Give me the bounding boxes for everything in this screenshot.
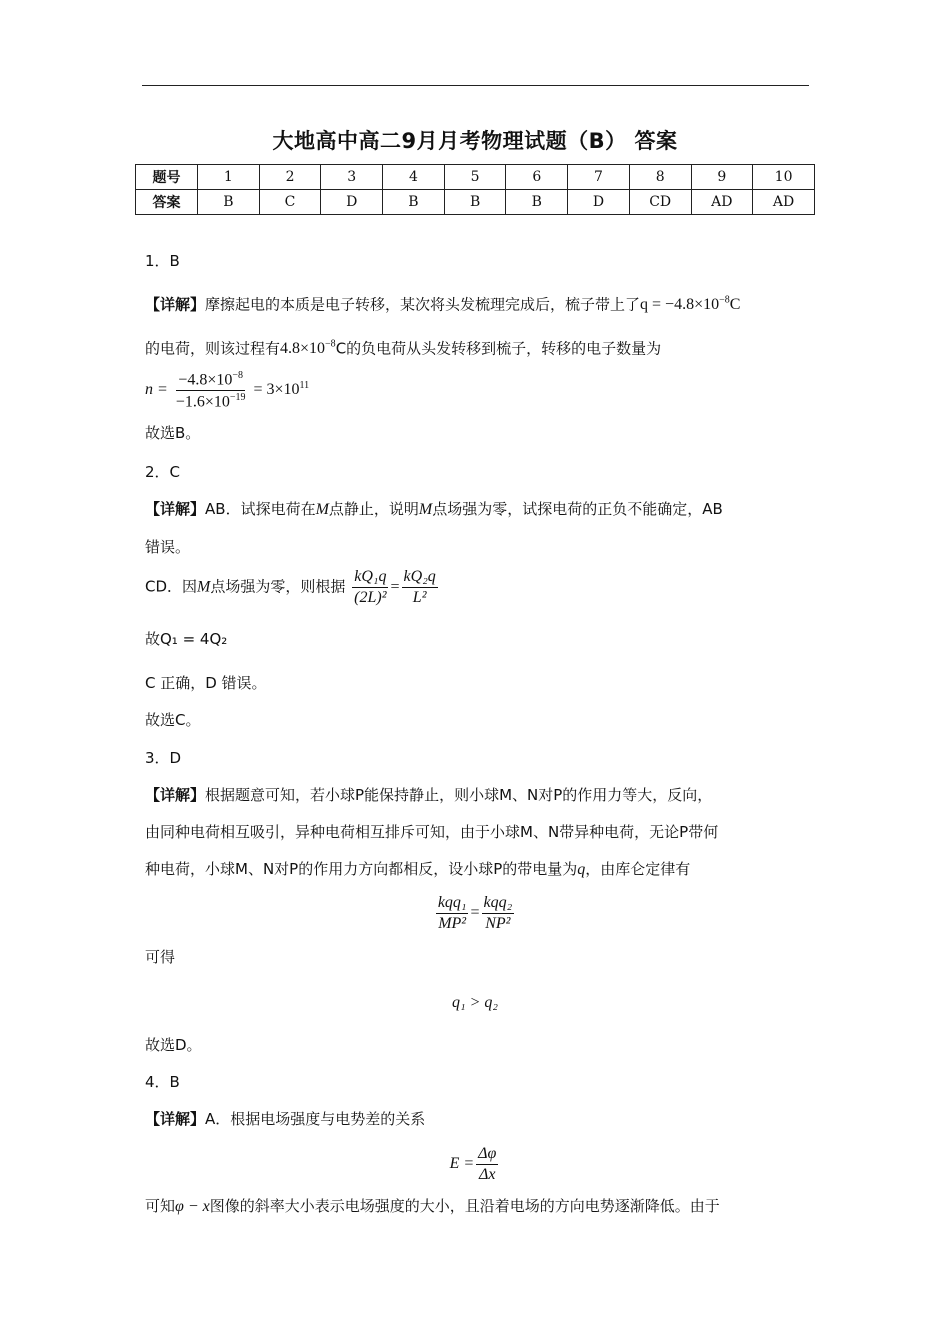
question-number: 3 bbox=[321, 165, 383, 190]
q2-conclusion: 故选C。 bbox=[145, 711, 201, 729]
question-number: 5 bbox=[444, 165, 506, 190]
q1-charge-value: $q = -4.8\times 10^{-8}C$ bbox=[640, 295, 741, 314]
q3-detail-line1: 【详解】根据题意可知，若小球P能保持静止，则小球M、N对P的作用力等大，反向， bbox=[145, 786, 713, 804]
q1-detail-line2: 的电荷，则该过程有$4.8\times 10^{-8}C$的负电荷从头发转移到梳子，转移的电子数量为 bbox=[145, 339, 662, 358]
fraction: $\frac{\text{kQ₁q}}{\text{(2L)²}}$ bbox=[354, 568, 387, 606]
header-rule bbox=[142, 85, 809, 86]
question-number: 4 bbox=[383, 165, 445, 190]
answer-cell: D bbox=[321, 190, 383, 215]
fraction: $\frac{\text{kQ₂q}}{\text{L²}}$ bbox=[403, 568, 436, 606]
answer-cell: B bbox=[444, 190, 506, 215]
q2-header: 2．C bbox=[145, 463, 181, 481]
q3-coulomb-equation: $\frac{\text{kqq₁}}{\text{MP²}}$ = $\frac{\text{kqq₂}}{\text{NP²}}$ bbox=[437, 894, 513, 932]
detail-tag: 【详解】 bbox=[145, 786, 206, 804]
q1-header: 1．B bbox=[145, 252, 180, 270]
q3-detail-line2: 由同种电荷相互吸引，异种电荷相互排斥可知，由于小球M、N带异种电荷，无论P带何 bbox=[145, 823, 719, 841]
q2-detail-line3: CD．因M点场强为零，则根据 $\frac{\text{kQ₁q}}{\text{(2L)²}}$ = $\frac{\text{kQ₂q}}{\text{L²}}$ bbox=[145, 568, 436, 606]
answer-cell: CD bbox=[629, 190, 691, 215]
answer-table-answer-row bbox=[136, 190, 815, 215]
q3-header: 3．D bbox=[145, 749, 182, 767]
q4-header: 4．B bbox=[145, 1073, 180, 1091]
fraction: $\frac{\text{kqq₁}}{\text{MP²}}$ bbox=[437, 894, 467, 932]
q2-detail-line2: 错误。 bbox=[145, 538, 191, 556]
q2-detail-line4: 故Q₁ = 4Q₂ bbox=[145, 630, 228, 648]
q4-detail-line1: 【详解】A．根据电场强度与电势差的关系 bbox=[145, 1110, 426, 1128]
q1-detail-line1 bbox=[145, 296, 740, 313]
question-number: 2 bbox=[259, 165, 321, 190]
row-label-answer: 答案 bbox=[136, 190, 198, 215]
q3-result-equation: q₁ > q₂ bbox=[452, 994, 498, 1011]
q3-detail-line4: 可得 bbox=[145, 948, 176, 966]
question-number: 1 bbox=[198, 165, 260, 190]
answer-cell: B bbox=[383, 190, 445, 215]
q3-conclusion: 故选D。 bbox=[145, 1036, 202, 1054]
q1-conclusion: 故选B。 bbox=[145, 424, 201, 442]
page-title: 大地高中高二9月月考物理试题（B） 答案 bbox=[272, 129, 678, 153]
answer-cell: AD bbox=[691, 190, 753, 215]
q1-detail-text: 摩擦起电的本质是电子转移，某次将头发梳理完成后，梳子带上了 bbox=[205, 295, 641, 314]
q1-electron-count-equation: n = $\frac{-4.8\times 10^{-8}}{-1.6\times 10^{-19}}$ = $3\times 10^{11}$ bbox=[145, 370, 310, 411]
fraction: $\frac{\text{kqq₂}}{\text{NP²}}$ bbox=[483, 894, 513, 932]
answer-table-number-row bbox=[136, 165, 815, 190]
question-number: 8 bbox=[629, 165, 691, 190]
row-label-number: 题号 bbox=[136, 165, 198, 190]
answer-cell: B bbox=[198, 190, 260, 215]
question-number: 10 bbox=[753, 165, 815, 190]
answer-cell: B bbox=[506, 190, 568, 215]
detail-tag: 【详解】 bbox=[145, 1110, 206, 1128]
question-number: 6 bbox=[506, 165, 568, 190]
answer-cell: AD bbox=[753, 190, 815, 215]
answer-table bbox=[135, 164, 815, 215]
q2-detail-line5: C 正确，D 错误。 bbox=[145, 674, 267, 692]
fraction: $\frac{-4.8\times 10^{-8}}{-1.6\times 10^{-19}}$ bbox=[175, 370, 246, 411]
question-number: 9 bbox=[691, 165, 753, 190]
q3-detail-line3: 种电荷，小球M、N对P的作用力方向都相反，设小球P的带电量为q，由库仑定律有 bbox=[145, 860, 691, 878]
q4-field-equation: E = $\frac{\Delta\varphi}{\Delta x}$ bbox=[449, 1145, 497, 1183]
q4-detail-line2: 可知φ − x图像的斜率大小表示电场强度的大小，且沿着电场的方向电势逐渐降低。由于 bbox=[145, 1197, 720, 1215]
q2-detail-line1: 【详解】AB．试探电荷在M点静止，说明M点场强为零，试探电荷的正负不能确定，AB bbox=[145, 500, 723, 518]
answer-cell: D bbox=[568, 190, 630, 215]
fraction: $\frac{\Delta\varphi}{\Delta x}$ bbox=[478, 1145, 497, 1183]
question-number: 7 bbox=[568, 165, 630, 190]
detail-tag: 【详解】 bbox=[145, 295, 206, 314]
detail-tag: 【详解】 bbox=[145, 500, 206, 518]
q1-charge-amount: $4.8\times 10^{-8}$ bbox=[280, 339, 336, 358]
answer-cell: C bbox=[259, 190, 321, 215]
